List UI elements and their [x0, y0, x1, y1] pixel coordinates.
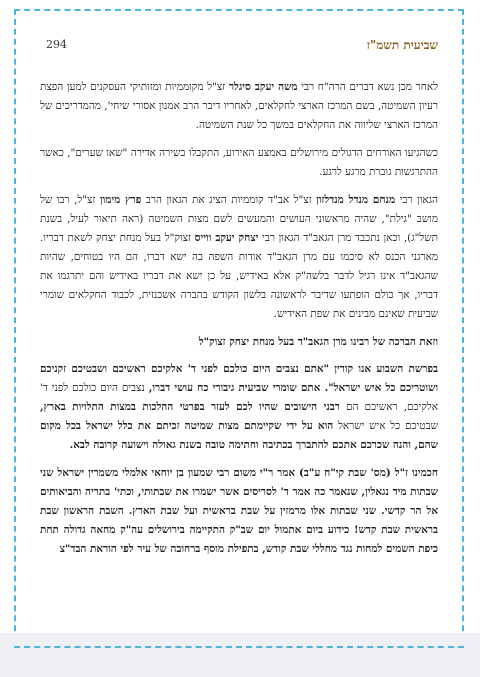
body-paragraph [40, 144, 438, 182]
bold-text-run: הוא על ידי שקיימתם מצות שמיטה זכיתם את כלל ישראל בכל מקום שהם, והנה שכרכם אתכם להתברך בכתיבה וחתימה טובה בשנת גאולה וישועה קרובה לבא. [40, 420, 438, 451]
text-run: נצבים היום כולכם לפני ד' אלקיכם, ראשיכם הם [40, 382, 438, 413]
text-run: לאחר מכן נשא דברים הרה"ח רבי [297, 81, 438, 93]
bold-text-run: משה יעקב סיגלר [228, 81, 298, 93]
bold-text-run: יצחק יעקב ווייס [194, 232, 259, 244]
running-title: שביעית תשמ"ז [366, 38, 438, 52]
text-run: זצ"ל מקוממיות ומזותיקי העסקנים למען הפצת רעיון השמיטה, בשם המרכז הארצי לחקלאים, לאחריו דיבר הרב אמנון אסורי שיחי', מהמדריכים של המרכז הארצי שליווה את החקלאים במשך כל שנת השמיטה. [40, 81, 438, 131]
page-body [40, 78, 438, 559]
bold-text-run: רבני הישובים שהיו לכם לעזר בפרטי ההלכות במצות התלויות בארץ, [40, 401, 340, 413]
bold-text-run: חכמינו ז"ל (מס' שבת קי"ח ע"ב) אמר ר"י משום רבי שמעון בן יוחאי אלמלי משמרין ישראל שני שבתות מיד נגאלין, שנאמר כה אמר ד' לסריסים אשר ישמרו את שבתותי, וכתי' בתריה והביאותים אל הר קדשי. שני שבתות אלו מרמזין על שבת בראשית ועל שבת הארץ. השבת הראשון שבת בראשית שבת קדש! כידוע ביום אתמול יום שב"ק התקיימה בירושלים עה"ק מחאה גדולה תחת כיפת השמים למחות נגד מחללי שבת קודש, בתפילת מוסף ברחובה של עיר לפי הוראת הבד"צ [40, 467, 438, 555]
text-run: שבטיכם כל איש ישראל [333, 420, 438, 432]
body-paragraph [40, 78, 438, 135]
bottom-dashed-border [14, 646, 464, 648]
section-heading [40, 333, 438, 352]
bold-text-run: פרץ מימון [99, 194, 142, 206]
bold-text-run: וזאת הברכה של רבינו מרן הגאב"ד בעל מנחת יצחק זצוק"ל [198, 336, 438, 348]
bold-text-run: מנחם מנדל מנדלזון [316, 194, 396, 206]
body-paragraph [40, 191, 438, 324]
body-paragraph [40, 360, 438, 455]
bold-text-run: בפרשת השבוע אנו קורין "אתם נצבים היום כולכם לפני ד' אלקיכם ראשיכם ושבטיכם זקניכם ושוטריכם כל איש ישראל". אתם שומרי שביעית גיבורי כח עושי דברו, [40, 363, 438, 394]
page-number: 294 [46, 38, 67, 51]
body-paragraph [40, 464, 438, 559]
text-run: זצ"ל, רבו של מושב "גילת", שהיה מראשוני העושים והמעשים לשם מצות השמיטה (ראה תיאור לעיל, בשנת תשל"ג), וכאן נתכבד מרן הגאב"ד הגאון רבי [40, 194, 438, 244]
page-header [40, 28, 438, 50]
text-run: זצוק"ל בעל מנחת יצחק לשאת דבריו. מארגני הכנס לא סיכמו עם מרן הגאב"ד אודות השפה בה ישא דברו, הם היו בטוחים, שהיות שהגאב"ד אינו רגיל לדבר בלשה"ק אלא באידיש, על כן ישא את דבריו באידיש והם יתרגמו את דבריו, אך כולם הופתעו שדיבר לראשונה בלשון הקודש בהברה אשכנזית, לכבוד החקלאים שומרי שביעית שאינם מבינים את שפת האידיש. [40, 232, 438, 320]
text-run: כשהגיעו האורחים הדגולים מירושלים באמצע האירוע, התקבלו בשירה אדירה "שאו שערים", כאשר ההתרגשות גוברת מרגע לרגע. [40, 147, 438, 178]
text-run: זצ"ל אב"ד קוממיות הציג את הגאון הרב [141, 194, 317, 206]
text-run: הגאון רבי [395, 194, 438, 206]
book-page [40, 28, 438, 628]
bottom-band [0, 633, 480, 677]
